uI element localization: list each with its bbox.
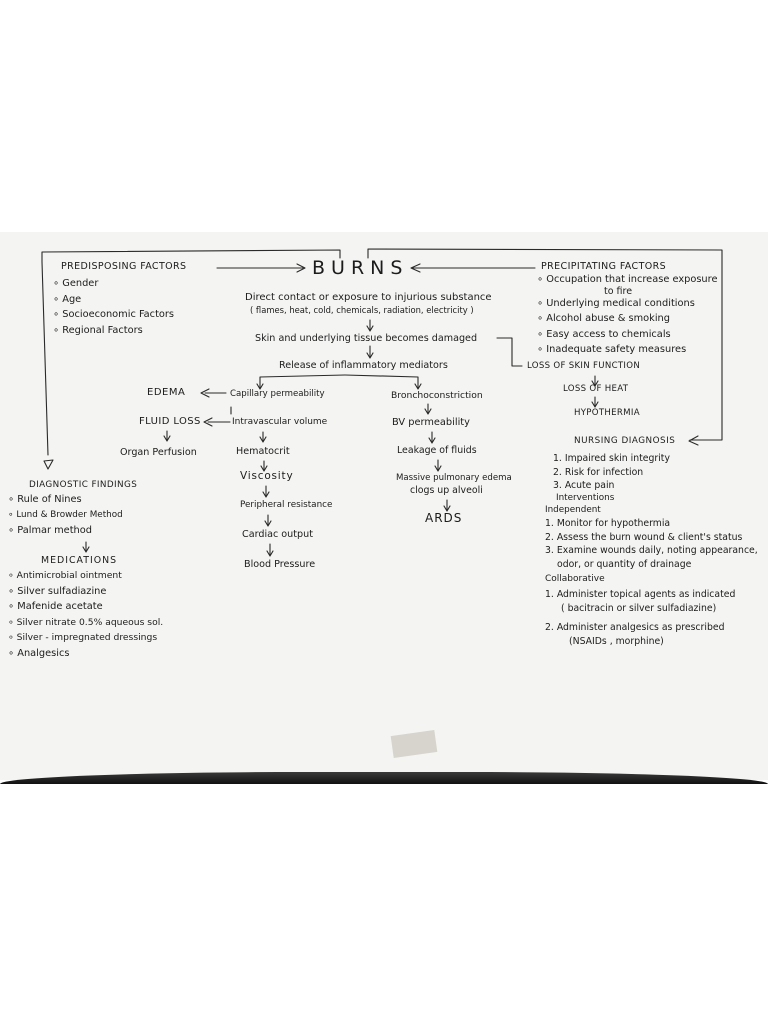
clogs-alveoli-text: clogs up alveoli xyxy=(410,485,483,496)
list-item: ∘ Age xyxy=(53,292,174,308)
viscosity-text: Viscosity xyxy=(240,470,294,482)
list-item: ∘ Silver nitrate 0.5% aqueous sol. xyxy=(8,615,163,631)
leakage-text: Leakage of fluids xyxy=(397,445,477,456)
list-item: 1. Administer topical agents as indicated xyxy=(545,589,736,600)
blood-pressure-text: Blood Pressure xyxy=(244,559,316,570)
list-item: 1. Monitor for hypothermia xyxy=(545,518,671,529)
list-item: ( bacitracin or silver sulfadiazine) xyxy=(561,602,717,614)
diagnostic-list xyxy=(8,492,123,539)
list-item: 2. Risk for infection xyxy=(553,466,644,478)
list-item: ∘ Easy access to chemicals xyxy=(537,327,695,343)
collaborative-label: Collaborative xyxy=(545,574,605,584)
precipitating-heading: PRECIPITATING FACTORS xyxy=(541,261,667,272)
list-item: 1. Impaired skin integrity xyxy=(553,453,670,464)
list-item: ∘ Gender xyxy=(53,276,174,292)
list-item: ∘ Regional Factors xyxy=(53,323,174,339)
list-item: (NSAIDs , morphine) xyxy=(569,635,664,647)
cardiac-output-text: Cardiac output xyxy=(242,529,313,540)
medications-heading: MEDICATIONS xyxy=(41,555,118,566)
intravascular-volume-text: Intravascular volume xyxy=(232,417,328,427)
fluid-loss-label: FLUID LOSS xyxy=(139,416,201,427)
independent-label: Independent xyxy=(545,505,601,515)
list-item: ∘ Silver sulfadiazine xyxy=(8,584,163,600)
massive-edema-text: Massive pulmonary edema xyxy=(396,473,512,483)
list-item: ∘ Alcohol abuse & smoking xyxy=(537,311,695,327)
list-item: 3. Acute pain xyxy=(553,480,615,491)
predisposing-heading: PREDISPOSING FACTORS xyxy=(61,261,187,272)
list-item: ∘ Underlying medical conditions xyxy=(537,296,695,311)
diagnostic-heading: DIAGNOSTIC FINDINGS xyxy=(29,480,138,490)
cause-detail-text: ( flames, heat, cold, chemicals, radiation, electricity ) xyxy=(250,305,474,315)
bv-permeability-text: BV permeability xyxy=(392,417,470,428)
list-item: 3. Examine wounds daily, noting appearance, xyxy=(545,545,758,556)
precipitating-continuation: to fire xyxy=(604,286,633,297)
loss-skin-function-label: LOSS OF SKIN FUNCTION xyxy=(527,361,641,371)
loss-of-heat-label: LOSS OF HEAT xyxy=(563,384,629,394)
predisposing-list xyxy=(53,276,174,338)
precipitating-list xyxy=(537,274,717,286)
ards-label: ARDS xyxy=(425,511,463,525)
list-item: ∘ Mafenide acetate xyxy=(8,599,163,615)
cause-text: Direct contact or exposure to injurious substance xyxy=(245,292,492,303)
independent-list xyxy=(545,517,758,571)
interventions-label: Interventions xyxy=(556,493,615,503)
list-item: ∘ Rule of Nines xyxy=(8,492,123,508)
capillary-permeability-text: Capillary permeability xyxy=(230,389,325,399)
list-item: odor, or quantity of drainage xyxy=(557,558,692,570)
list-item: 2. Administer analgesics as prescribed xyxy=(545,622,725,633)
collaborative-list xyxy=(545,588,735,648)
bronchoconstriction-text: Bronchoconstriction xyxy=(391,390,483,401)
list-item: ∘ Analgesics xyxy=(8,646,163,662)
organ-perfusion-text: Organ Perfusion xyxy=(120,447,197,458)
precipitating-list-continued xyxy=(537,296,695,357)
diagram-title: BURNS xyxy=(312,257,409,279)
list-item: ∘ Silver - impregnated dressings xyxy=(8,630,163,646)
list-item: 2. Assess the burn wound & client's status xyxy=(545,531,743,543)
damage-text: Skin and underlying tissue becomes damaged xyxy=(255,333,478,344)
edema-label: EDEMA xyxy=(147,387,186,398)
hypothermia-label: HYPOTHERMIA xyxy=(574,408,640,418)
list-item: ∘ Socioeconomic Factors xyxy=(53,307,174,323)
list-item: ∘ Occupation that increase exposure xyxy=(537,274,717,286)
list-item: ∘ Palmar method xyxy=(8,523,123,539)
nursing-diagnosis-list xyxy=(553,452,670,493)
hematocrit-text: Hematocrit xyxy=(236,446,290,457)
peripheral-resistance-text: Peripheral resistance xyxy=(240,500,333,510)
list-item: ∘ Lund & Browder Method xyxy=(8,508,123,524)
medications-list xyxy=(8,568,163,661)
list-item: ∘ Inadequate safety measures xyxy=(537,343,695,357)
nursing-heading: NURSING DIAGNOSIS xyxy=(574,436,676,446)
list-item: ∘ Antimicrobial ointment xyxy=(8,568,163,584)
mediators-text: Release of inflammatory mediators xyxy=(279,360,448,371)
